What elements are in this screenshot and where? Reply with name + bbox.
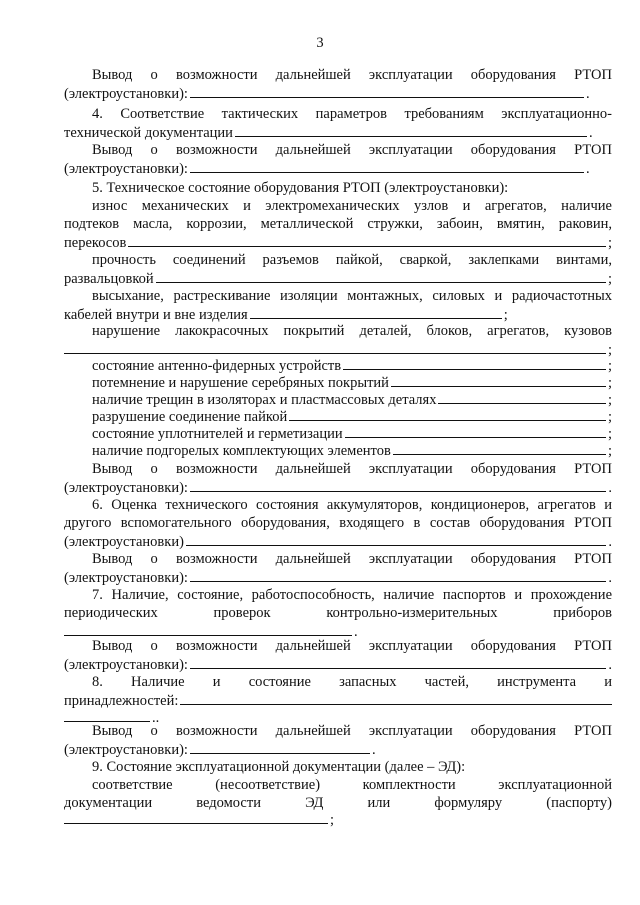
blank-field[interactable] xyxy=(343,356,606,370)
section-9-text: соответствие (несоответствие) комплектности эксплуатационной xyxy=(92,777,612,793)
blank-field[interactable] xyxy=(438,390,606,404)
blank-field[interactable] xyxy=(289,407,606,421)
section-8-line-2: .. xyxy=(64,708,612,726)
conclusion-line: (электроустановки): . xyxy=(64,657,612,673)
joints-text: прочность соединений разъемов пайкой, сваркой, заклепками винтами, xyxy=(92,252,612,268)
seal-line: состояние уплотнителей и герметизации ; xyxy=(92,426,612,442)
section-9-text-2: документации ведомости ЭД или формуляру (паспорту) xyxy=(64,795,612,811)
blank-field[interactable] xyxy=(186,532,606,546)
wear-line: перекосов ; xyxy=(64,235,612,251)
conclusion-text: Вывод о возможности дальнейшей эксплуатации оборудования РТОП xyxy=(92,461,612,477)
conclusion-line: (электроустановки): . xyxy=(64,161,590,177)
paint-text: нарушение лакокрасочных покрытий деталей, блоков, агрегатов, кузовов xyxy=(92,323,612,339)
conclusion-line: (электроустановки): . xyxy=(64,480,612,496)
insulation-text: высыхание, растрескивание изоляции монтажных, силовых и радиочастотных xyxy=(92,288,612,304)
blank-field[interactable] xyxy=(250,305,502,319)
paint-line: ; xyxy=(64,340,612,358)
conclusion-text: Вывод о возможности дальнейшей эксплуатации оборудования РТОП xyxy=(92,67,612,83)
blank-field[interactable] xyxy=(190,478,606,492)
section-8-heading: 8. Наличие и состояние запасных частей, инструмента и xyxy=(92,674,612,690)
blank-field[interactable] xyxy=(64,810,328,824)
blank-field[interactable] xyxy=(235,123,587,137)
blank-field[interactable] xyxy=(190,84,584,98)
blank-field[interactable] xyxy=(190,568,606,582)
conclusion-text: Вывод о возможности дальнейшей эксплуатации оборудования РТОП xyxy=(92,723,612,739)
blank-field[interactable] xyxy=(64,708,150,722)
section-4-heading: 4. Соответствие тактических параметров требованиям эксплуатационно- xyxy=(92,106,612,122)
page-number: 3 xyxy=(316,35,324,51)
blank-field[interactable] xyxy=(391,373,606,387)
blank-field[interactable] xyxy=(190,740,370,754)
blank-field[interactable] xyxy=(64,622,352,636)
conclusion-line: (электроустановки): . xyxy=(64,86,590,102)
section-7-line: . xyxy=(64,622,612,640)
conclusion-text: Вывод о возможности дальнейшей эксплуатации оборудования РТОП xyxy=(92,638,612,654)
blank-field[interactable] xyxy=(180,691,612,705)
insulation-line: кабелей внутри и вне изделия ; xyxy=(64,307,508,323)
wear-text-2: подтеков масла, коррозии, металлической стружки, забоин, вмятин, раковин, xyxy=(64,216,612,232)
blank-field[interactable] xyxy=(64,340,606,354)
blank-field[interactable] xyxy=(156,269,606,283)
section-7-heading: 7. Наличие, состояние, работоспособность, наличие паспортов и прохождение xyxy=(92,587,612,603)
section-5-heading: 5. Техническое состояние оборудования РТОП (электроустановки): xyxy=(92,180,509,196)
section-8-line: принадлежностей: xyxy=(64,691,612,709)
joints-line: развальцовкой ; xyxy=(64,271,612,287)
wear-text: износ механических и электромеханических узлов и агрегатов, наличие xyxy=(92,198,612,214)
silver-line: потемнение и нарушение серебряных покрытий ; xyxy=(92,375,612,391)
blank-field[interactable] xyxy=(128,233,606,247)
solder-line: разрушение соединение пайкой ; xyxy=(92,409,612,425)
section-7-text: периодических проверок контрольно-измерительных приборов xyxy=(64,605,612,621)
cracks-line: наличие трещин в изоляторах и пластмассовых деталях ; xyxy=(92,392,612,408)
blank-field[interactable] xyxy=(190,655,606,669)
section-9-line: ; xyxy=(64,810,612,828)
conclusion-line: (электроустановки): . xyxy=(64,570,612,586)
antenna-line: состояние антенно-фидерных устройств ; xyxy=(92,358,612,374)
blank-field[interactable] xyxy=(190,159,584,173)
conclusion-line: (электроустановки): . xyxy=(64,742,376,758)
section-6-text: другого вспомогательного оборудования, входящего в состав оборудования РТОП xyxy=(64,515,612,531)
conclusion-text: Вывод о возможности дальнейшей эксплуатации оборудования РТОП xyxy=(92,142,612,158)
blank-field[interactable] xyxy=(393,441,606,455)
conclusion-text: Вывод о возможности дальнейшей эксплуатации оборудования РТОП xyxy=(92,551,612,567)
section-6-line: (электроустановки) . xyxy=(64,534,612,550)
burnt-line: наличие подгорелых комплектующих элементов ; xyxy=(92,443,612,459)
section-6-heading: 6. Оценка технического состояния аккумуляторов, кондиционеров, агрегатов и xyxy=(92,497,612,513)
blank-field[interactable] xyxy=(345,424,606,438)
section-9-heading: 9. Состояние эксплуатационной документации (далее – ЭД): xyxy=(92,759,466,775)
section-4-line: технической документации . xyxy=(64,125,593,141)
